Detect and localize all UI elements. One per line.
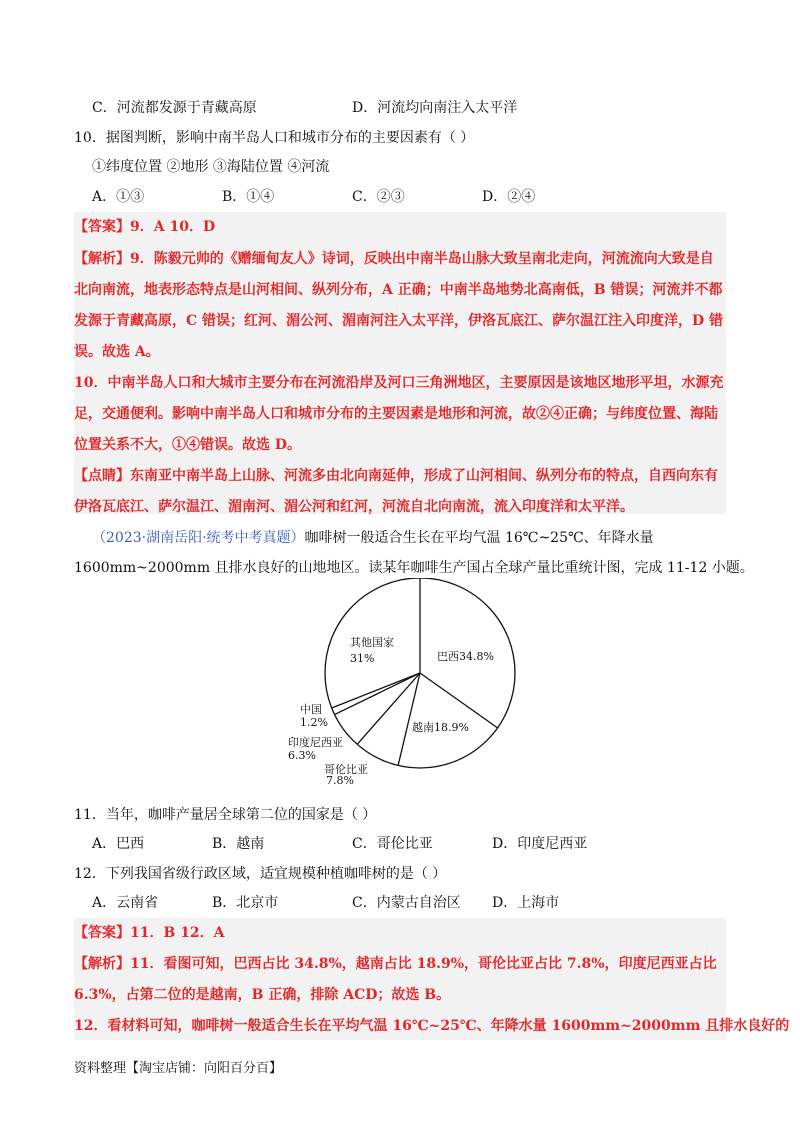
analysis-text: 9．陈毅元帅的《赠缅甸友人》诗词，反映出中南半岛山脉大致呈南北走向，河流流向大致是自 xyxy=(130,251,714,267)
answer-tag: 【答案】 xyxy=(74,925,130,941)
analysis-1-line-1 xyxy=(74,249,714,269)
coffee-production-pie-chart xyxy=(280,578,540,790)
q10-option-c: C．②③ xyxy=(352,189,405,205)
tip-tag: 【点睛】 xyxy=(74,468,130,484)
answer-1 xyxy=(74,217,215,237)
analysis-1-line-4: 误。故选 A。 xyxy=(74,344,160,360)
analysis-2-line-1 xyxy=(74,954,717,974)
q12-option-c: C．内蒙古自治区 xyxy=(352,895,461,911)
pie-label-3: 印度尼西亚 xyxy=(288,736,343,749)
answer-text: 11．B 12．A xyxy=(130,925,225,941)
pie-label-1: 越南18.9% xyxy=(412,721,469,734)
q11-option-b: B．越南 xyxy=(212,836,265,852)
q10-stem: 10．据图判断，影响中南半岛人口和城市分布的主要因素有（ ） xyxy=(74,130,475,146)
footer-source: 资料整理【淘宝店铺：向阳百分百】 xyxy=(74,1061,283,1076)
pie-label-0: 巴西34.8% xyxy=(437,650,494,663)
q12-option-d: D．上海市 xyxy=(492,895,560,911)
q10-option-b: B．①④ xyxy=(222,189,275,205)
q12-option-a: A．云南省 xyxy=(92,895,159,911)
analysis-tag: 【解析】 xyxy=(74,251,130,267)
pie-pct-2: 7.8% xyxy=(326,774,354,787)
q11-option-a: A．巴西 xyxy=(92,836,145,852)
q11-option-c: C．哥伦比亚 xyxy=(352,836,433,852)
analysis-text: 11．看图可知，巴西占比 34.8%，越南占比 18.9%，哥伦比亚占比 7.8%，印度尼西亚占比 xyxy=(130,956,717,972)
analysis-10-line-3: 位置关系不大，①④错误。故选 D。 xyxy=(74,437,302,453)
analysis-2-line-3: 12．看材料可知，咖啡树一般适合生长在平均气温 16℃~25℃、年降水量 1600mm~2000mm 且排水良好的 xyxy=(74,1018,790,1034)
tip-1-line-2: 伊洛瓦底江、萨尔温江、湄南河、湄公河和红河，河流自北向南流，流入印度洋和太平洋。 xyxy=(74,499,634,515)
pie-label-2: 哥伦比亚 xyxy=(324,763,368,776)
answer-tag: 【答案】 xyxy=(74,219,130,235)
q10-option-a: A．①③ xyxy=(92,189,145,205)
pie-label-5: 其他国家 xyxy=(350,636,394,649)
q12-stem: 12．下列我国省级行政区域，适宜规模种植咖啡树的是（ ） xyxy=(74,866,447,882)
analysis-1-line-2: 北向南流，地表形态特点是山河相间、纵列分布，A 正确；中南半岛地势北高南低，B 错误；河流并不都 xyxy=(74,282,723,298)
pie-pct-5: 31% xyxy=(350,652,375,665)
intro-text: 咖啡树一般适合生长在平均气温 16℃~25℃、年降水量 xyxy=(304,530,654,546)
q11-option-d: D．印度尼西亚 xyxy=(492,836,588,852)
q10-items: ①纬度位置 ②地形 ③海陆位置 ④河流 xyxy=(92,159,330,175)
analysis-tag: 【解析】 xyxy=(74,956,130,972)
pie-pct-3: 6.3% xyxy=(288,749,316,762)
intro-line-2: 1600mm~2000mm 且排水良好的山地地区。读某年咖啡生产国占全球产量比重统计图，完成 11-12 小题。 xyxy=(74,560,754,576)
answer-2 xyxy=(74,923,225,943)
pie-pct-4: 1.2% xyxy=(300,716,328,729)
intro-line-1 xyxy=(92,528,654,548)
answer-text: 9．A 10．D xyxy=(130,219,216,235)
tip-text: 东南亚中南半岛上山脉、河流多由北向南延伸，形成了山河相间、纵列分布的特点，自西向东有 xyxy=(130,468,718,484)
analysis-2-line-2: 6.3%，占第二位的是越南，B 正确，排除 ACD；故选 B。 xyxy=(74,987,451,1003)
analysis-1-line-3: 发源于青藏高原，C 错误；红河、湄公河、湄南河注入太平洋，伊洛瓦底江、萨尔温江注入印度洋，D 错 xyxy=(74,313,724,329)
analysis-10-line-2: 足，交通便利。影响中南半岛人口和城市分布的主要因素是地形和河流，故②④正确；与纬度位置、海陆 xyxy=(74,406,718,422)
q9-option-c: C．河流都发源于青藏高原 xyxy=(92,100,257,116)
source-tag: （2023·湖南岳阳·统考中考真题） xyxy=(92,530,305,546)
tip-1-line-1 xyxy=(74,466,718,486)
q9-option-d: D．河流均向南注入太平洋 xyxy=(352,100,518,116)
q11-stem: 11．当年，咖啡产量居全球第二位的国家是（ ） xyxy=(74,807,377,823)
analysis-10-line-1: 10．中南半岛人口和大城市主要分布在河流沿岸及河口三角洲地区，主要原因是该地区地形平坦，水源充 xyxy=(74,375,724,391)
q10-option-d: D．②④ xyxy=(482,189,536,205)
q12-option-b: B．北京市 xyxy=(212,895,279,911)
pie-label-4: 中国 xyxy=(300,703,322,716)
